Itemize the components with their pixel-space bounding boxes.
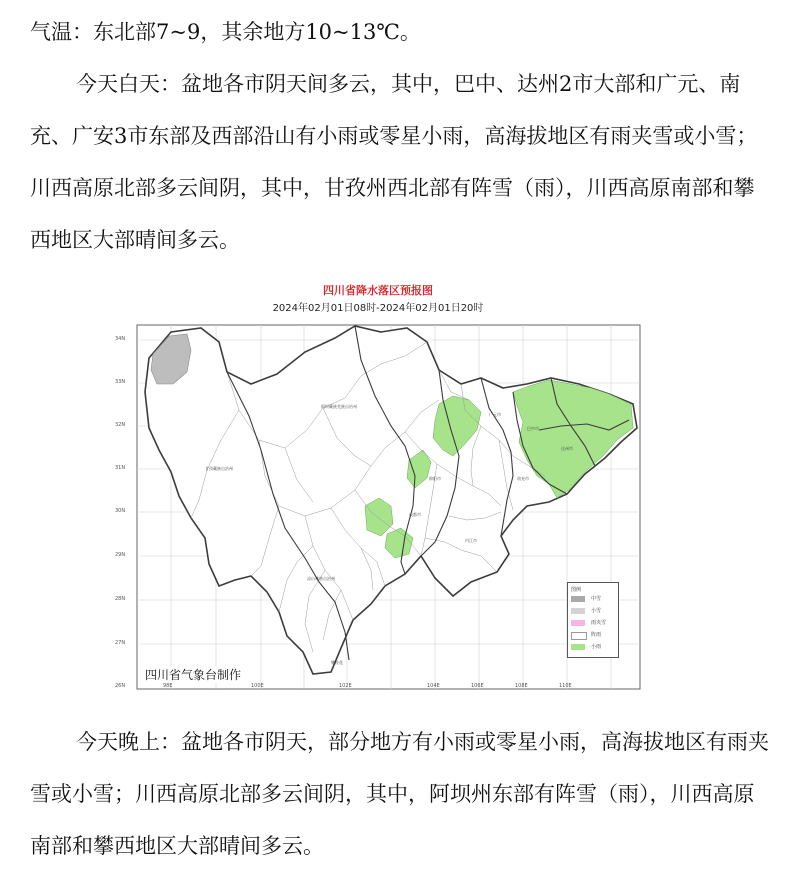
legend-label: 小雨 <box>591 644 602 650</box>
lat-tick-33: 33N <box>115 379 126 385</box>
legend-label: 中雪 <box>591 596 602 602</box>
lon-tick-108: 108E <box>515 683 528 689</box>
svg-text:甘孜藏族自治州: 甘孜藏族自治州 <box>205 466 233 471</box>
legend-label: 小雪 <box>591 608 602 614</box>
lon-tick-110: 110E <box>559 683 572 689</box>
temperature-paragraph: 气温：东北部7~9，其余地方10~13℃。 <box>30 20 421 44</box>
lon-tick-106: 106E <box>471 683 484 689</box>
lat-tick-34: 34N <box>115 336 126 342</box>
svg-text:巴中市: 巴中市 <box>527 426 539 431</box>
lon-tick-100: 100E <box>251 683 264 689</box>
legend-label: 阵雨 <box>591 632 602 638</box>
legend-item-moderate-snow <box>571 595 617 603</box>
svg-text:阿坝藏族羌族自治州: 阿坝藏族羌族自治州 <box>321 404 357 409</box>
svg-text:南充市: 南充市 <box>517 476 529 481</box>
legend-swatch <box>571 620 585 626</box>
lat-tick-28: 28N <box>115 596 126 602</box>
svg-text:凉山彝族自治州: 凉山彝族自治州 <box>307 576 335 581</box>
map-credit: 四川省气象台制作 <box>145 668 242 682</box>
svg-text:内江市: 内江市 <box>465 538 477 543</box>
lon-tick-98: 98E <box>163 683 173 689</box>
lat-tick-29: 29N <box>115 552 126 558</box>
lon-tick-104: 104E <box>427 683 440 689</box>
svg-text:达州市: 达州市 <box>561 446 573 451</box>
lat-tick-30: 30N <box>115 508 126 514</box>
svg-text:绵阳市: 绵阳市 <box>429 476 441 481</box>
legend-item-shower <box>571 631 617 639</box>
legend-item-light-rain <box>571 643 617 651</box>
legend-swatch <box>571 644 585 650</box>
svg-text:广元市: 广元市 <box>489 412 501 417</box>
daytime-forecast-paragraph: 今天白天：盆地各市阴天间多云，其中，巴中、达州2市大部和广元、南充、广安3市东部及西部沿山有小雨或零星小雨，高海拔地区有雨夹雪或小雪；川西高原北部多云间阴，其中，甘孜州西北部有阵雪（雨），川西高原南部和攀西地区大部晴间多云。 <box>30 72 758 252</box>
legend-title: 图例 <box>571 587 582 593</box>
lat-tick-32: 32N <box>115 422 126 428</box>
lon-tick-102: 102E <box>339 683 352 689</box>
legend-item-light-snow <box>571 607 617 615</box>
lat-tick-27: 27N <box>115 640 126 646</box>
map-subtitle: 2024年02月01日08时-2024年02月01日20时 <box>272 303 484 314</box>
legend-swatch <box>571 596 585 602</box>
svg-text:成都市: 成都市 <box>409 512 421 517</box>
svg-text:攀枝花: 攀枝花 <box>331 660 343 665</box>
lat-tick-31: 31N <box>115 465 126 471</box>
legend-item-sleet <box>571 619 617 627</box>
legend-swatch <box>571 632 587 640</box>
legend-swatch <box>571 608 585 614</box>
legend-label: 雨夹雪 <box>591 620 607 626</box>
map-title: 四川省降水落区预报图 <box>323 284 433 297</box>
map-legend <box>567 582 619 658</box>
lat-tick-26: 26N <box>115 683 126 689</box>
precipitation-forecast-map <box>109 280 647 692</box>
evening-forecast-paragraph: 今天晚上：盆地各市阴天，部分地方有小雨或零星小雨，高海拔地区有雨夹雪或小雪；川西高原北部多云间阴，其中，阿坝州东部有阵雪（雨），川西高原南部和攀西地区大部晴间多云。 <box>30 730 769 858</box>
